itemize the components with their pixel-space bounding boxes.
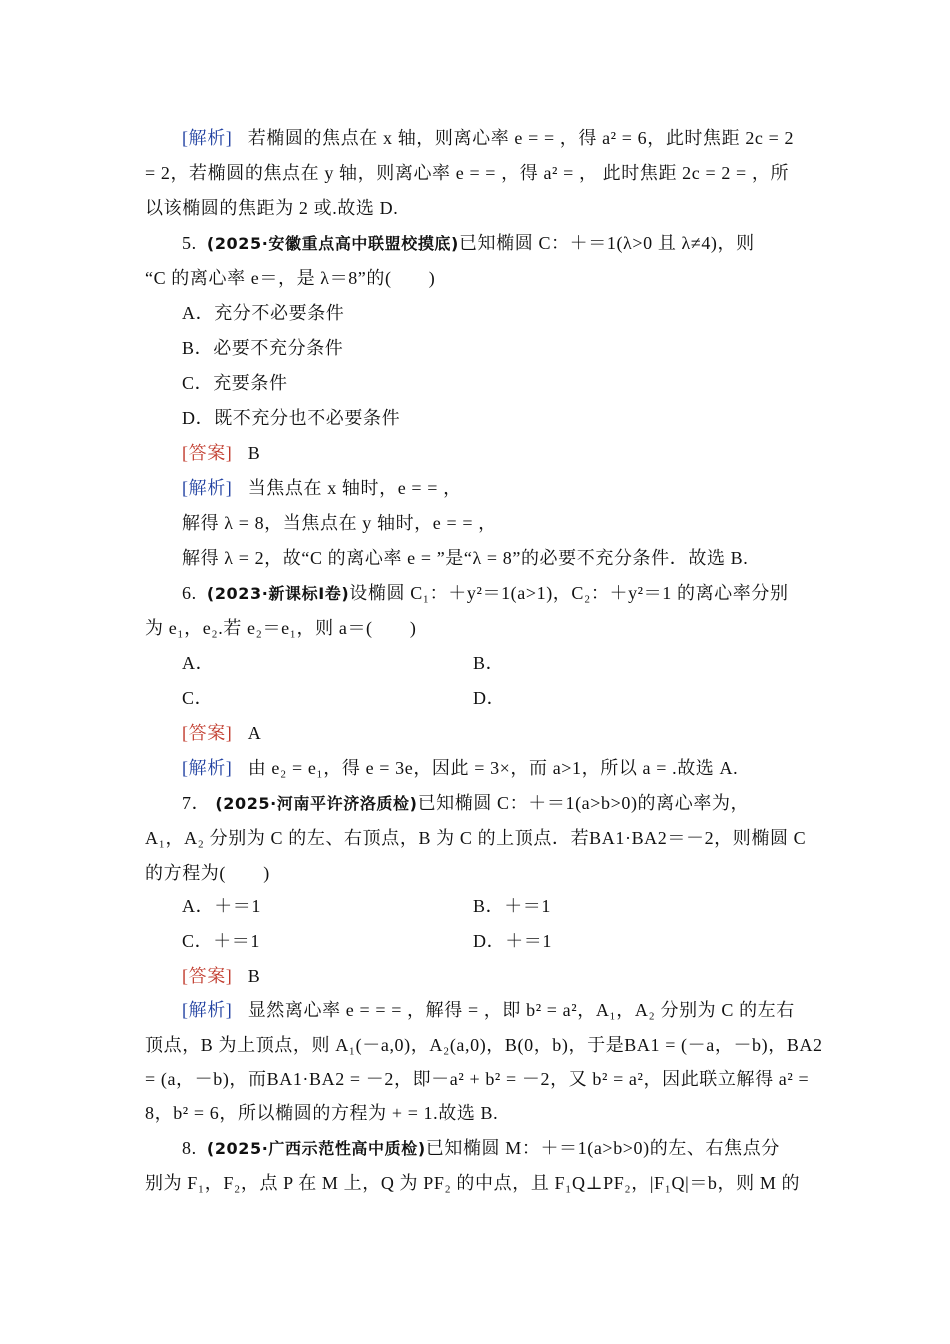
- option-b: B．＋＝1: [473, 896, 552, 916]
- option-d: D．＋＝1: [473, 931, 552, 951]
- option-d: D．: [473, 688, 506, 708]
- option-b: B．必要不充分条件: [182, 338, 344, 358]
- analysis-tag: [解析]: [182, 478, 233, 498]
- question-number: 7．: [182, 793, 211, 813]
- analysis-tag: [解析]: [182, 1000, 233, 1020]
- text-line: 8，b² = 6，所以椭圆的方程为 + = 1.故选 B.: [145, 1103, 499, 1123]
- text-line: “C 的离心率 e＝，是 λ＝8”的( ): [145, 268, 436, 288]
- text: 若椭圆的焦点在 x 轴，则离心率 e = = ，得 a² = 6，此时焦距 2c = 2: [247, 128, 795, 148]
- text-line: 以该椭圆的焦距为 2 或.故选 D.: [145, 198, 399, 218]
- analysis-line: [182, 476, 842, 500]
- answer-line: [182, 721, 842, 745]
- question-7-stem: [182, 791, 842, 816]
- answer-line: [182, 964, 842, 988]
- analysis-tag: [解析]: [182, 128, 233, 148]
- text-line: 顶点，B 为上顶点，则 A₁(－a,0)，A₂(a,0)，B(0，b)，于是BA1 = (－a，－b)，BA2: [145, 1035, 823, 1055]
- analysis-tag: [解析]: [182, 758, 233, 778]
- text: 设椭圆 C₁：＋y²＝1(a>1)，C₂：＋y²＝1 的离心率分别: [349, 583, 789, 603]
- answer-line: [182, 441, 842, 465]
- option-d: D．既不充分也不必要条件: [182, 408, 401, 428]
- text-line: 的方程为( ): [145, 863, 270, 883]
- text: 由 e₂ = e₁，得 e = 3e，因此 = 3×，而 a>1，所以 a = .故选 A.: [247, 758, 739, 778]
- answer-value: B: [247, 443, 261, 463]
- option-b: B．: [473, 653, 505, 673]
- question-source: (2025·广西示范性高中质检): [206, 1139, 426, 1158]
- question-source: (2025·河南平许济洛质检): [215, 794, 418, 813]
- question-source: (2023·新课标Ⅰ卷): [206, 584, 350, 603]
- text: 显然离心率 e = = = ，解得 = ，即 b² = a²，A₁，A₂ 分别为 C 的左右: [247, 1000, 795, 1020]
- text-line: 为 e₁，e₂.若 e₂＝e₁，则 a＝( ): [145, 618, 417, 638]
- analysis-line: [182, 998, 842, 1022]
- text-line: 解得 λ = 8，当焦点在 y 轴时，e = = ，: [182, 513, 497, 533]
- text: 当焦点在 x 轴时，e = = ，: [247, 478, 462, 498]
- text-line: = (a，－b)，而BA1·BA2 = －2，即－a² + b² = －2，又 b² = a²，因此联立解得 a² =: [145, 1069, 810, 1089]
- text-line: 解得 λ = 2，故“C 的离心率 e = ”是“λ = 8”的必要不充分条件．故选 B.: [182, 548, 749, 568]
- answer-tag: [答案]: [182, 966, 233, 986]
- option-a: A．＋＝1: [182, 896, 261, 916]
- question-number: 6.: [182, 583, 197, 603]
- option-c: C．充要条件: [182, 373, 288, 393]
- question-6-stem: [182, 581, 842, 606]
- analysis-line: [182, 756, 842, 780]
- question-number: 5.: [182, 233, 197, 253]
- question-8-stem: [182, 1136, 842, 1161]
- question-5-stem: [182, 231, 842, 256]
- answer-value: A: [247, 723, 262, 743]
- text-line: 别为 F₁，F₂，点 P 在 M 上，Q 为 PF₂ 的中点，且 F₁Q⊥PF₂，|F₁Q|＝b，则 M 的: [145, 1173, 801, 1193]
- answer-tag: [答案]: [182, 443, 233, 463]
- question-number: 8.: [182, 1138, 197, 1158]
- text: 已知椭圆 C：＋＝1(λ>0 且 λ≠4)，则: [458, 233, 755, 253]
- option-a: A．: [182, 653, 215, 673]
- text-line: = 2，若椭圆的焦点在 y 轴，则离心率 e = = ，得 a² = ， 此时焦距 2c = 2 = ，所: [145, 163, 790, 183]
- text-line: A₁，A₂ 分别为 C 的左、右顶点，B 为 C 的上顶点．若BA1·BA2＝－2，则椭圆 C: [145, 828, 807, 848]
- question-source: (2025·安徽重点高中联盟校摸底): [206, 234, 459, 253]
- option-c: C．＋＝1: [182, 931, 261, 951]
- text: 已知椭圆 C：＋＝1(a>b>0)的离心率为，: [417, 793, 750, 813]
- answer-value: B: [247, 966, 261, 986]
- analysis-line: [182, 126, 842, 150]
- option-a: A．充分不必要条件: [182, 303, 345, 323]
- answer-tag: [答案]: [182, 723, 233, 743]
- text: 已知椭圆 M：＋＝1(a>b>0)的左、右焦点分: [425, 1138, 780, 1158]
- option-c: C．: [182, 688, 214, 708]
